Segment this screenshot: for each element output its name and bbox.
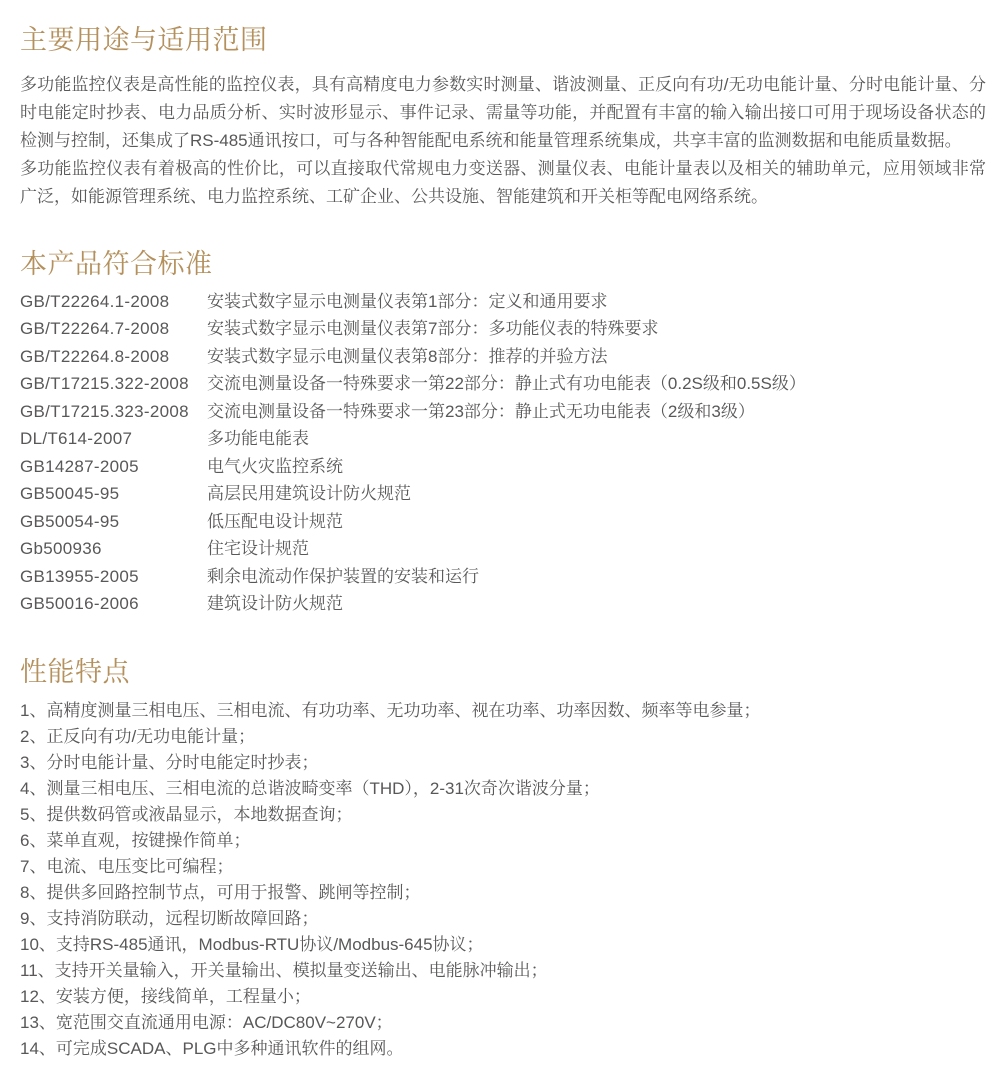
standard-row [20,315,986,343]
section-standards [20,248,986,618]
standard-code: Gb500936 [20,539,102,558]
feature-item: 3、分时电能计量、分时电能定时抄表； [20,753,319,773]
standard-code: GB/T22264.1-2008 [20,291,170,311]
standard-code: GB13955-2005 [20,566,139,586]
standard-description: 多功能电能表 [207,429,309,448]
standard-description: 高层民用建筑设计防火规范 [207,484,411,503]
feature-item: 7、电流、电压变比可编程； [20,857,234,877]
usage-paragraph: 多功能监控仪表有着极高的性价比，可以直接取代常规电力变送器、测量仪表、电能计量表以及相关的辅助单元，应用领域非常广泛，如能源管理系统、电力监控系统、工矿企业、公共设施、智能建筑和开关柜等配电网络系统。 [20,158,986,206]
standard-code: GB/T17215.323-2008 [20,401,189,421]
standard-row [20,453,986,481]
standard-code: GB50054-95 [20,511,120,531]
feature-item: 2、正反向有功/无功电能计量； [20,727,256,747]
feature-item: 12、安装方便，接线简单，工程量小； [20,987,311,1007]
section-standards-title: 本产品符合标准 [20,248,213,279]
standard-code: DL/T614-2007 [20,429,133,448]
standard-row [20,535,986,563]
standard-code: GB50045-95 [20,484,120,503]
standard-description: 安装式数字显示电测量仪表第1部分：定义和通用要求 [207,291,608,311]
standard-row [20,370,986,398]
usage-paragraph: 多功能监控仪表是高性能的监控仪表，具有高精度电力参数实时测量、谐波测量、正反向有功/无功电能计量、分时电能计量、分时电能定时抄表、电力品质分析、实时波形显示、事件记录、需量等功能，并配置有丰富的输入输出接口可用于现场设备状态的检测与控制，还集成了RS-485通讯按口，可与各种智能配电系统和能量管理系统集成，共享丰富的监测数据和电能质量数据。 [20,74,986,150]
feature-item: 8、提供多回路控制节点，可用于报警、跳闸等控制； [20,883,421,903]
standard-code: GB/T22264.7-2008 [20,319,170,338]
standard-row [20,590,986,618]
feature-item: 1、高精度测量三相电压、三相电流、有功功率、无功功率、视在功率、功率因数、频率等电参量； [20,701,761,721]
standard-row [20,425,986,453]
standard-description: 剩余电流动作保护装置的安装和运行 [207,566,479,586]
standard-description: 低压配电设计规范 [207,511,343,531]
standard-description: 安装式数字显示电测量仪表第7部分：多功能仪表的特殊要求 [207,319,659,338]
feature-item: 6、菜单直观，按键操作简单； [20,831,251,851]
section-usage-title: 主要用途与适用范围 [20,25,268,55]
standard-code: GB14287-2005 [20,456,139,476]
standard-code: GB/T22264.8-2008 [20,346,170,366]
feature-item: 11、支持开关量输入，开关量输出、模拟量变送输出、电能脉冲输出； [20,961,548,981]
standards-list [20,288,986,618]
feature-item: 9、支持消防联动，远程切断故障回路； [20,909,319,929]
standard-description: 交流电测量设备一特殊要求一第23部分：静止式无功电能表（2级和3级） [207,401,755,421]
feature-item: 14、可完成SCADA、PLG中多种通讯软件的组网。 [20,1039,404,1059]
feature-item: 13、宽范围交直流通用电源：AC/DC80V~270V； [20,1013,393,1033]
standard-row [20,563,986,591]
standard-description: 交流电测量设备一特殊要求一第22部分：静止式有功电能表（0.2S级和0.5S级） [207,374,806,393]
standard-row [20,480,986,508]
section-features [20,656,986,1063]
standard-description: 电气火灾监控系统 [207,456,343,476]
feature-item: 4、测量三相电压、三相电流的总谐波畸变率（THD），2-31次奇次谐波分量； [20,779,600,799]
standard-row [20,508,986,536]
standard-row [20,343,986,371]
standard-description: 住宅设计规范 [207,539,309,558]
standard-description: 安装式数字显示电测量仪表第8部分：推荐的并验方法 [207,346,608,366]
standard-row [20,398,986,426]
standard-code: GB/T17215.322-2008 [20,374,189,393]
features-list [20,698,986,1062]
feature-item: 10、支持RS-485通讯，Modbus-RTU协议/Modbus-645协议； [20,935,484,955]
standard-row [20,288,986,316]
feature-item: 5、提供数码管或液晶显示，本地数据查询； [20,805,353,825]
standard-code: GB50016-2006 [20,594,139,613]
section-usage [20,0,986,211]
section-features-title: 性能特点 [20,656,130,687]
standard-description: 建筑设计防火规范 [207,594,343,613]
usage-paragraphs [20,71,986,211]
